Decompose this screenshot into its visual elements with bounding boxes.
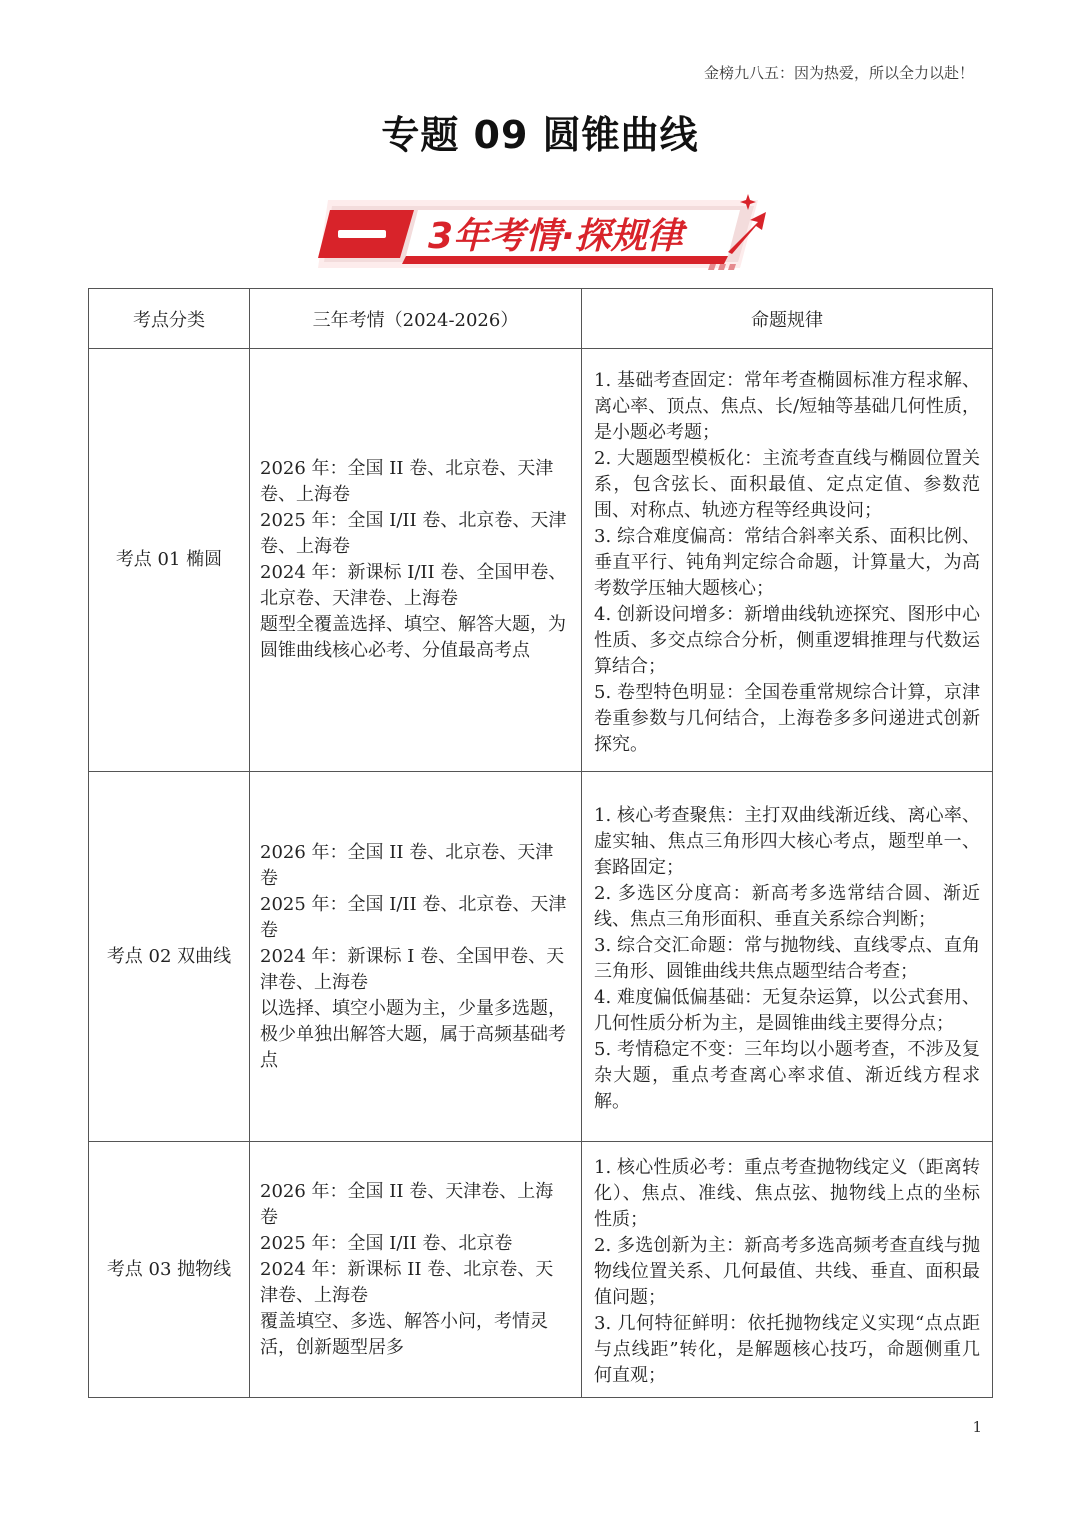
rules-cell xyxy=(582,1142,993,1398)
rule-item: 2. 大题题型模板化：主流考查直线与椭圆位置关系，包含弦长、面积最值、定点定值、参数范围、对称点、轨迹方程等经典设问； xyxy=(594,447,980,521)
category-cell: 考点 02 双曲线 xyxy=(89,772,250,1142)
rule-item: 5. 卷型特色明显：全国卷重常规综合计算，京津卷重参数与几何结合，上海卷多多问递进式创新探究。 xyxy=(594,681,980,755)
years-line: 2026 年：全国 II 卷、北京卷、天津卷、上海卷 xyxy=(260,458,554,505)
header-years: 三年考情（2024-2026） xyxy=(250,289,582,349)
years-line: 2025 年：全国 I/II 卷、北京卷、天津卷 xyxy=(260,893,567,941)
rule-item: 3. 几何特征鲜明：依托抛物线定义实现“点点距与点线距”转化，是解题核心技巧，命题侧重几何直观； xyxy=(594,1313,980,1386)
page-title: 专题 09 圆锥曲线 xyxy=(381,113,699,157)
exam-table xyxy=(88,288,993,1398)
table-row xyxy=(89,1142,993,1398)
header-category: 考点分类 xyxy=(89,289,250,349)
years-line: 2026 年：全国 II 卷、天津卷、上海卷 xyxy=(260,1180,554,1228)
banner-number-glyph xyxy=(338,230,386,238)
years-line: 2024 年：新课标 II 卷、北京卷、天津卷、上海卷 xyxy=(260,1258,554,1306)
header-rules: 命题规律 xyxy=(582,289,993,349)
rule-item: 2. 多选创新为主：新高考多选高频考查直线与抛物线位置关系、几何最值、共线、垂直、面积最值问题； xyxy=(594,1235,980,1308)
rule-item: 3. 综合交汇命题：常与抛物线、直线零点、直角三角形、圆锥曲线共焦点题型结合考查； xyxy=(594,935,980,982)
years-line: 2025 年：全国 I/II 卷、北京卷、天津卷、上海卷 xyxy=(260,510,567,557)
rule-item: 5. 考情稳定不变：三年均以小题考查，不涉及复杂大题，重点考查离心率求值、渐近线方程求解。 xyxy=(594,1039,980,1112)
banner-label: 3年考情·探规律 xyxy=(428,216,683,257)
years-line: 2025 年：全国 I/II 卷、北京卷 xyxy=(260,1232,513,1254)
rule-item: 1. 核心性质必考：重点考查抛物线定义（距离转化）、焦点、准线、焦点弦、抛物线上点的坐标性质； xyxy=(594,1157,980,1230)
table-header-row xyxy=(89,289,993,349)
years-line: 覆盖填空、多选、解答小问，考情灵活，创新题型居多 xyxy=(260,1310,548,1358)
rule-item: 4. 创新设问增多：新增曲线轨迹探究、图形中心性质、多交点综合分析，侧重逻辑推理与代数运算结合； xyxy=(594,603,980,677)
table-row xyxy=(89,349,993,772)
banner-underline xyxy=(402,256,728,264)
years-line: 2026 年：全国 II 卷、北京卷、天津卷 xyxy=(260,841,554,889)
rules-cell xyxy=(582,349,993,772)
header-slogan: 金榜九八五：因为热爱，所以全力以赴！ xyxy=(703,64,974,82)
rule-item: 4. 难度偏低偏基础：无复杂运算，以公式套用、几何性质分析为主，是圆锥曲线主要得分点； xyxy=(594,987,980,1034)
table-row xyxy=(89,772,993,1142)
rule-item: 1. 基础考查固定：常年考查椭圆标准方程求解、离心率、顶点、焦点、长/短轴等基础几何性质，是小题必考题； xyxy=(594,369,980,443)
rule-item: 3. 综合难度偏高：常结合斜率关系、面积比例、垂直平行、钝角判定综合命题，计算量大，为高考数学压轴大题核心； xyxy=(594,525,980,599)
category-cell: 考点 03 抛物线 xyxy=(89,1142,250,1398)
section-banner xyxy=(310,192,770,276)
category-cell: 考点 01 椭圆 xyxy=(89,349,250,772)
page-number: 1 xyxy=(972,1418,982,1436)
rule-item: 1. 核心考查聚焦：主打双曲线渐近线、离心率、虚实轴、焦点三角形四大核心考点，题型单一、套路固定； xyxy=(594,805,980,878)
years-line: 2024 年：新课标 I 卷、全国甲卷、天津卷、上海卷 xyxy=(260,945,565,993)
years-cell xyxy=(250,1142,582,1398)
years-cell xyxy=(250,772,582,1142)
years-line: 2024 年：新课标 I/II 卷、全国甲卷、北京卷、天津卷、上海卷 xyxy=(260,562,567,609)
years-line: 题型全覆盖选择、填空、解答大题，为圆锥曲线核心必考、分值最高考点 xyxy=(260,614,566,661)
rule-item: 2. 多选区分度高：新高考多选常结合圆、渐近线、焦点三角形面积、垂直关系综合判断； xyxy=(594,883,980,930)
years-line: 以选择、填空小题为主，少量多选题，极少单独出解答大题，属于高频基础考点 xyxy=(260,997,566,1071)
rules-cell xyxy=(582,772,993,1142)
years-cell xyxy=(250,349,582,772)
